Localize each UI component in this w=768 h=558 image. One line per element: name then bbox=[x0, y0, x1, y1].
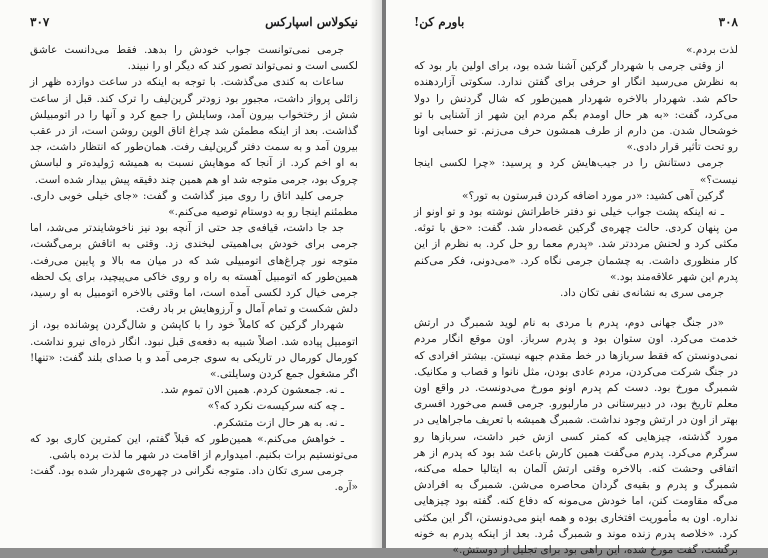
paragraph: جرمی سری به نشانه‌ی نفی تکان داد. bbox=[560, 287, 724, 300]
paragraph: جرمی دستانش را در جیب‌هایش کرد و پرسید: «چرا لکسی اینجا نیست؟» bbox=[414, 157, 738, 186]
right-running-title: باورم کن! bbox=[414, 15, 465, 29]
paragraph: جرمی سری تکان داد. متوجه نگرانی در چهره‌ی شهردار شده بود. گفت: «آره. bbox=[30, 465, 358, 494]
dialogue-line: ـ نه. به هر حال ازت متشکرم. bbox=[213, 416, 344, 429]
paragraph: ساعات به کندی می‌گذشت. با توجه به اینکه در ساعت دوازده ظهر از زائلی پرواز داشت، مجبور بود زودتر گرین‌لیف را ترک کند. قبل از ساعت شش از رختخواب بیرون آمد، وسایلش را جمع کرد و آنها را در اتومبیلش گذاشت. بعد از اینکه مطمئن شد چراغ اتاق الوین روشن است، از در عقب بیرون آمد و به سمت دفتر گرین‌لیف رفت. همان‌طور که انتظار داشت، جد به او اخم کرد. از آنجا که موهایش نسبت به همیشه ژولیده‌تر و لباسش چروک بود، جرمی متوجه شد او هم همین چند دقیقه پیش بیدار شده است. bbox=[30, 76, 358, 186]
paragraph: لذت بردم.» bbox=[685, 44, 738, 56]
paragraph: از وقتی جرمی با شهردار گرکین آشنا شده بود، برای اولین بار بود که به نظرش می‌رسید انگار او حرفی برای گفتن ندارد. سکوتی آزاردهنده حاکم شد. شهردار بالاخره شهردار همین‌طور که شال گردنش را دولا می‌کرد، گفت: «به هر حال اومدم بگم مردم این شهر از آشنایی با تو خوشحال شدن. من دارم از طرف همشون حرف می‌زنم. تو حسابی اونا رو تحت تأثیر قرار دادی.» bbox=[414, 60, 738, 154]
right-book-page bbox=[386, 0, 768, 557]
left-page-header bbox=[30, 14, 358, 30]
paragraph: جد جا داشت، قیافه‌ی جد حتی از آنچه بود نیز ناخوشایندتر می‌شد، اما جرمی برای خودش بی‌اهمیتی لبخندی زد. وقتی به اتاقش برمی‌گشت، متوجه نور چراغ‌های اتومبیلی شد که در میان مه بالا و پایین می‌رفت. همین‌طور که اتومبیل آهسته به راه و روی خاکی می‌پیچید، برای یک لحظه جرمی خیال کرد لکسی آمده است، اما وقتی بالاخره اتومبیل به او رسید، دلش شکست و تمام آمال و آرزوهایش بر باد رفت. bbox=[30, 222, 358, 316]
dialogue-line: ـ چه کنه سرکیسه‌ت نکرد که؟» bbox=[207, 400, 344, 413]
paragraph: جرمی کلید اتاق را روی میز گذاشت و گفت: «جای خیلی خوبی داری. مطمئنم اینجا رو به دوستام توصیه می‌کنم.» bbox=[30, 189, 358, 219]
left-running-title: نیکولاس اسپارکس bbox=[265, 15, 358, 29]
right-page-number: ۳۰۸ bbox=[718, 15, 738, 29]
right-page-header bbox=[414, 14, 738, 30]
gutter-shadow-left bbox=[370, 0, 382, 548]
paragraph: جرمی نمی‌توانست جواب خودش را بدهد. فقط می‌دانست عاشق لکسی است و نمی‌تواند تصور کند که دیگر او را نبیند. bbox=[30, 44, 358, 73]
right-page-body bbox=[414, 42, 738, 558]
paragraph: ـ نه اینکه پشت جواب خیلی نو دفتر خاطراتش نوشته بود و تو اونو از من پنهان کردی. حالت چهره‌ی گرکین غصه‌دار شد. گفت: «حق با توئه. مکثی کرد و لحنش مرددتر شد. «پدرم معما رو حل کرد. به نظرم از این کار منظوری داشت. به چشمان جرمی نگاه کرد. «می‌دونی، فکر می‌کنم پدرم این شهر علاقه‌مند بود.» bbox=[414, 206, 738, 283]
dialogue-line: ـ خواهش می‌کنم.» همین‌طور که قبلاً گفتم، این کمترین کاری بود که می‌تونستیم برات بکنیم. امیدوارم از اقامت در شهر ما لذت برده باشی. bbox=[30, 432, 358, 462]
left-book-page bbox=[0, 0, 382, 548]
left-page-body bbox=[30, 42, 358, 496]
paragraph: شهردار گرکین که کاملاً خود را با کاپشن و شال‌گردن پوشانده بود، از اتومبیل پیاده شد. اصلاً شبیه به دفعه‌ی قبل نبود. انگار ذره‌ای نیرو نداشت. کورمال کورمال در تاریکی به سوی جرمی آمد و با صدای بلند گفت: «تنها! اگر مشغول جمع کردن وسایلتی.» bbox=[30, 319, 358, 381]
dialogue-line: ـ نه. جمعشون کردم. همین الان تموم شد. bbox=[160, 384, 344, 397]
paragraph: «در جنگ جهانی دوم، پدرم با مردی به نام لوید شمبرگ در ارتش خدمت می‌کرد. اون ستوان بود و پدرم سرباز. اون موقع انگار مردم نمی‌دونستن که فقط سربازها در خط مقدم جبهه نیستن. بیشتر افرادی که در جنگ شرکت می‌کردن، مردم عادی بودن، مثل نانوا و قصاب و مکانیک. شمبرگ مورخ بود. دست کم پدرم اونو مورخ می‌دونست. در واقع اون معلم تاریخ بود، در دبیرستانی در مارلبورو. جرمی قسم می‌خورد افسری بهتر از اون در ارتش وجود نداشت. شمبرگ همیشه با تعریف ماجراهایی در مورد گذشته، چیزهایی که کمتر کسی ازش خبر داشت، سربازها رو سرگرم می‌کرد. پدرم می‌گفت همین کارش باعث شد بود که پدرم از هر اتفاقی وحشت کنه. بالاخره وقتی ارتش آلمان به ایتالیا حمله می‌کنه، شمبرگ و پدرم و بقیه‌ی گردان محاصره می‌شن. شمبرگ به افرادش می‌گه مقاومت کنن، اما خودش می‌مونه که دفاع کنه. گفته بود چیزهایی نداره. اون به مأموریت افتخاری بوده و همه اینو می‌دونستن، اگر این مکثی کرد. «خلاصه پدرم زنده موند و شمبرگ مُرد. بعد از اینکه پدرم به خونه برگشت، گفت مورخ شده، این راهی بود برای تجلیل از دوستش.» bbox=[414, 317, 738, 557]
paragraph: گرکین آهی کشید: «در مورد اضافه کردن قبرستون به تور؟» bbox=[462, 189, 724, 202]
left-page-number: ۳۰۷ bbox=[30, 15, 50, 29]
